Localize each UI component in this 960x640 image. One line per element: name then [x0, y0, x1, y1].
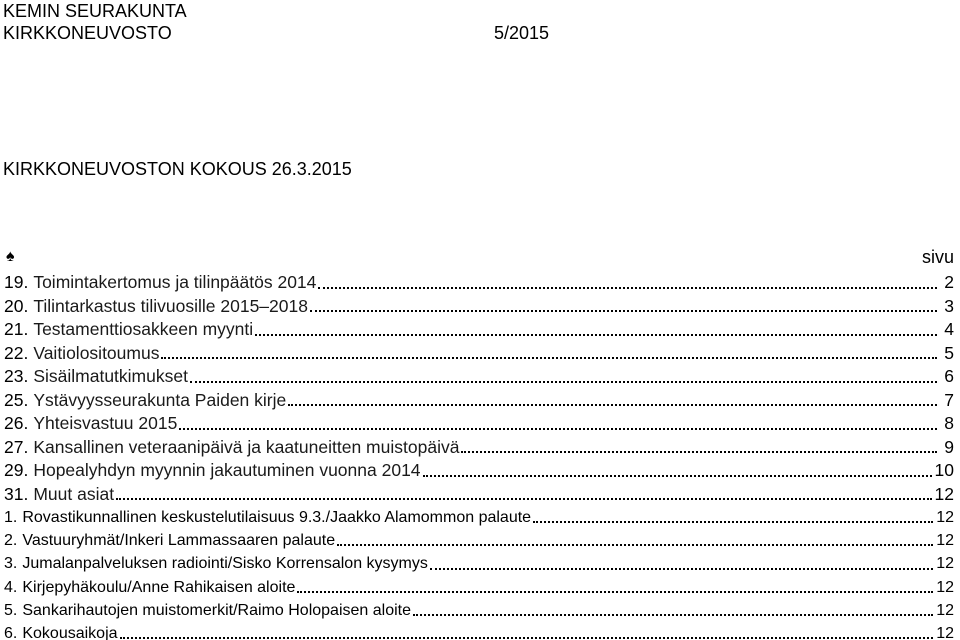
- toc-item-title[interactable]: Sisäilmatutkimukset: [33, 366, 188, 386]
- toc-item-page: 8: [944, 413, 954, 433]
- toc-item-page: 4: [944, 319, 954, 339]
- spade-icon: ♠: [6, 248, 15, 265]
- toc-sub-item-title[interactable]: Sankarihautojen muistomerkit/Raimo Holopaisen aloite: [22, 601, 411, 619]
- toc-sub-item-title[interactable]: Kirjepyhäkoulu/Anne Rahikaisen aloite: [22, 578, 296, 596]
- toc-item-title[interactable]: Testamenttiosakkeen myynti: [33, 319, 254, 339]
- toc-item-page: 6: [944, 366, 954, 386]
- dot-leader: [297, 591, 933, 593]
- organization-name: KEMIN SEURAKUNTA: [3, 1, 187, 21]
- toc-sub-item-number: 1.: [4, 509, 18, 526]
- toc-item-number: 26.: [4, 413, 29, 433]
- toc-sub-item-page: 12: [936, 601, 954, 619]
- toc-item-number: 31.: [4, 483, 29, 504]
- dot-leader: [413, 614, 933, 616]
- toc-item-number: 19.: [4, 272, 29, 292]
- toc-item-number: 22.: [4, 342, 29, 363]
- toc-item-number: 23.: [4, 366, 29, 386]
- toc-item-title[interactable]: Toimintakertomus ja tilinpäätös 2014: [33, 272, 317, 292]
- dot-leader: [288, 404, 937, 406]
- toc-sub-item-number: 3.: [4, 555, 18, 573]
- toc-item-number: 29.: [4, 460, 29, 480]
- toc-sub-item-number: 6.: [4, 624, 18, 640]
- toc-item-page: 7: [944, 389, 954, 410]
- dot-leader: [116, 498, 931, 500]
- toc-sub-item-title[interactable]: Jumalanpalveluksen radiointi/Sisko Korrensalon kysymys: [22, 555, 428, 573]
- dot-leader: [430, 568, 933, 570]
- toc-item[interactable]: [4, 459, 954, 483]
- toc-item-title[interactable]: Yhteisvastuu 2015: [33, 413, 178, 433]
- toc-item-title[interactable]: Kansallinen veteraanipäivä ja kaatuneitten muistopäivä: [33, 436, 460, 457]
- toc-item[interactable]: [4, 318, 954, 342]
- toc-item-title[interactable]: Hopealyhdyn myynnin jakautuminen vuonna 2014: [33, 460, 421, 480]
- dot-leader: [461, 451, 937, 453]
- toc-item-page: 2: [944, 272, 954, 292]
- toc-sub-item-title[interactable]: Kokousaikoja: [22, 624, 118, 640]
- toc-sub-item-title[interactable]: Vastuuryhmät/Inkeri Lammassaaren palaute: [22, 532, 336, 550]
- toc-item-page: 9: [944, 436, 954, 457]
- toc-item[interactable]: [4, 412, 954, 436]
- dot-leader: [255, 334, 937, 336]
- toc-sub-item[interactable]: [4, 506, 954, 529]
- toc-sub-item-number: 4.: [4, 578, 18, 596]
- toc-item-title[interactable]: Vaitiolositoumus: [33, 342, 160, 363]
- toc-sub-item[interactable]: [4, 599, 954, 622]
- toc-sub-item-page: 12: [936, 555, 954, 573]
- dot-leader: [318, 287, 937, 289]
- toc-item[interactable]: [4, 483, 954, 507]
- toc-sub-item-number: 2.: [4, 532, 18, 550]
- toc-sub-item-title[interactable]: Rovastikunnallinen keskustelutilaisuus 9.3./Jaakko Alamommon palaute: [22, 509, 532, 526]
- toc-item[interactable]: [4, 365, 954, 389]
- board-name: KIRKKONEUVOSTO: [3, 23, 172, 43]
- table-of-contents: [4, 271, 954, 640]
- toc-sub-item-number: 5.: [4, 601, 18, 619]
- toc-item[interactable]: [4, 271, 954, 295]
- dot-leader: [337, 544, 933, 546]
- page-column-label: sivu: [921, 247, 954, 267]
- toc-item-page: 12: [934, 483, 954, 504]
- dot-leader: [179, 428, 937, 430]
- toc-item[interactable]: [4, 436, 954, 460]
- dot-leader: [533, 521, 933, 523]
- dot-leader: [423, 475, 932, 477]
- dot-leader: [161, 357, 937, 359]
- toc-item-page: 5: [944, 342, 954, 363]
- toc-item-number: 25.: [4, 389, 29, 410]
- toc-sub-item[interactable]: [4, 529, 954, 552]
- toc-sub-item-page: 12: [936, 509, 954, 526]
- toc-item-page: 3: [944, 295, 954, 316]
- toc-sub-item[interactable]: [4, 552, 954, 575]
- toc-item-title[interactable]: Ystävyysseurakunta Paiden kirje: [33, 389, 287, 410]
- meeting-title: KIRKKONEUVOSTON KOKOUS 26.3.2015: [3, 159, 352, 179]
- toc-sub-item-page: 12: [936, 532, 954, 550]
- toc-item-number: 27.: [4, 436, 29, 457]
- toc-sub-item[interactable]: [4, 576, 954, 599]
- toc-item[interactable]: [4, 389, 954, 413]
- toc-sub-item-page: 12: [936, 578, 954, 596]
- toc-item-number: 20.: [4, 295, 29, 316]
- toc-item-number: 21.: [4, 319, 29, 339]
- dot-leader: [310, 310, 937, 312]
- toc-item-page: 10: [934, 460, 954, 480]
- toc-item[interactable]: [4, 295, 954, 319]
- toc-item-title[interactable]: Muut asiat: [33, 483, 115, 504]
- toc-sub-item[interactable]: [4, 622, 954, 640]
- toc-item[interactable]: [4, 342, 954, 366]
- dot-leader: [120, 637, 934, 639]
- toc-sub-item-page: 12: [936, 624, 954, 640]
- toc-item-title[interactable]: Tilintarkastus tilivuosille 2015–2018: [33, 295, 308, 316]
- issue-number: 5/2015: [494, 23, 550, 43]
- dot-leader: [190, 381, 937, 383]
